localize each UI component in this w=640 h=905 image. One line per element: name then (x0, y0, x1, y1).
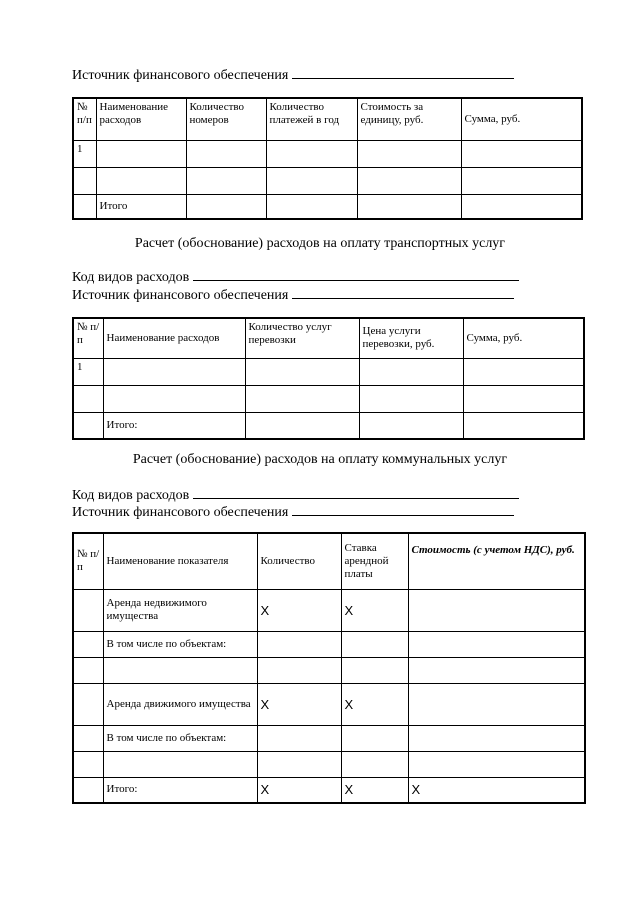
table-cell[interactable] (408, 657, 585, 683)
section3-code-line (72, 486, 519, 504)
section2-source-blank[interactable] (292, 286, 514, 299)
table-cell[interactable] (408, 725, 585, 751)
table-cell (73, 657, 103, 683)
table-cell: В том числе по объектам: (103, 631, 257, 657)
table-cell[interactable] (186, 194, 266, 219)
section1-header-row (73, 98, 582, 140)
table-cell[interactable] (463, 385, 584, 412)
section1-source-line (72, 66, 514, 84)
table-row (73, 751, 585, 777)
section3-header-cell: Количество (257, 533, 341, 589)
table-cell[interactable] (266, 140, 357, 167)
section2-code-label: Код видов расходов (72, 270, 190, 285)
table-cell[interactable] (408, 631, 585, 657)
table-cell[interactable] (186, 140, 266, 167)
table-cell[interactable] (266, 194, 357, 219)
table-row (73, 725, 585, 751)
table-cell (73, 725, 103, 751)
table-cell[interactable] (408, 589, 585, 631)
section3-code-label: Код видов расходов (72, 488, 190, 503)
total-label: Итого: (103, 412, 245, 439)
x-mark: X (341, 683, 408, 725)
table-row (73, 657, 585, 683)
table-cell[interactable] (357, 167, 461, 194)
table-cell[interactable] (463, 412, 584, 439)
table-row-total (73, 194, 582, 219)
section3-header-row (73, 533, 585, 589)
table-row (73, 140, 582, 167)
table-cell (73, 589, 103, 631)
table-row-total (73, 777, 585, 803)
table-cell[interactable] (461, 194, 582, 219)
table-cell: 1 (73, 358, 103, 385)
table-cell (73, 751, 103, 777)
table-row (73, 683, 585, 725)
section3-code-blank[interactable] (193, 486, 519, 499)
section1-header-cell: Количество платежей в год (266, 98, 357, 140)
table-row (73, 358, 584, 385)
table-cell (73, 385, 103, 412)
section3-source-label: Источник финансового обеспечения (72, 505, 289, 520)
table-cell[interactable] (103, 385, 245, 412)
table-row (73, 385, 584, 412)
section2-header-row (73, 318, 584, 358)
x-mark: X (341, 589, 408, 631)
section2-code-blank[interactable] (193, 268, 519, 281)
table-cell[interactable] (359, 385, 463, 412)
table-cell[interactable] (359, 358, 463, 385)
table-cell[interactable] (245, 412, 359, 439)
section2-source-label: Источник финансового обеспечения (72, 288, 289, 303)
table-cell: 1 (73, 140, 96, 167)
section3-source-line (72, 503, 514, 521)
table-cell[interactable] (257, 631, 341, 657)
table-row (73, 167, 582, 194)
table-cell[interactable] (245, 358, 359, 385)
section1-header-cell: Количество номеров (186, 98, 266, 140)
total-label: Итого (96, 194, 186, 219)
table-cell[interactable] (341, 657, 408, 683)
table-cell[interactable] (359, 412, 463, 439)
table-cell[interactable] (103, 657, 257, 683)
section3-header-cell: Ставка арендной платы (341, 533, 408, 589)
table-cell (73, 194, 96, 219)
table-cell[interactable] (463, 358, 584, 385)
table-cell (73, 167, 96, 194)
section3-title: Расчет (обоснование) расходов на оплату коммунальных услуг (132, 452, 508, 467)
x-mark: X (257, 777, 341, 803)
table-row-total (73, 412, 584, 439)
table-cell (73, 631, 103, 657)
section1-header-cell: Сумма, руб. (461, 98, 582, 140)
section2-header-cell: Количество услуг перевозки (245, 318, 359, 358)
table-cell[interactable] (341, 725, 408, 751)
section1-table (72, 97, 583, 220)
section2-header-cell: Наименование расходов (103, 318, 245, 358)
section2-code-line (72, 268, 519, 286)
total-label: Итого: (103, 777, 257, 803)
table-cell[interactable] (96, 167, 186, 194)
table-cell[interactable] (357, 194, 461, 219)
section1-header-cell: № п/п (73, 98, 96, 140)
section2-header-cell: Цена услуги перевозки, руб. (359, 318, 463, 358)
section3-header-cell: № п/п (73, 533, 103, 589)
table-cell[interactable] (257, 657, 341, 683)
table-cell: В том числе по объектам: (103, 725, 257, 751)
table-cell[interactable] (266, 167, 357, 194)
x-mark: X (341, 777, 408, 803)
table-cell[interactable] (341, 751, 408, 777)
table-cell (73, 412, 103, 439)
section3-source-blank[interactable] (292, 503, 514, 516)
section2-title: Расчет (обоснование) расходов на оплату транспортных услуг (134, 236, 506, 251)
table-cell[interactable] (461, 140, 582, 167)
table-cell[interactable] (103, 751, 257, 777)
section2-table (72, 317, 585, 440)
table-cell[interactable] (245, 385, 359, 412)
table-cell[interactable] (408, 751, 585, 777)
x-mark: X (257, 589, 341, 631)
table-cell (73, 683, 103, 725)
section1-source-label: Источник финансового обеспечения (72, 68, 289, 83)
section3-table (72, 532, 586, 804)
table-cell[interactable] (186, 167, 266, 194)
section2-header-cell: Сумма, руб. (463, 318, 584, 358)
table-cell: Аренда движимого имущества (103, 683, 257, 725)
table-row (73, 589, 585, 631)
table-cell[interactable] (257, 725, 341, 751)
table-cell: Аренда недвижимого имущества (103, 589, 257, 631)
table-cell[interactable] (408, 683, 585, 725)
table-cell[interactable] (103, 358, 245, 385)
table-cell[interactable] (461, 167, 582, 194)
table-cell[interactable] (357, 140, 461, 167)
table-cell[interactable] (341, 631, 408, 657)
section3-header-cell: Наименование показателя (103, 533, 257, 589)
table-cell (73, 777, 103, 803)
x-mark: X (408, 777, 585, 803)
section1-header-cell: Стоимость за единицу, руб. (357, 98, 461, 140)
section2-header-cell: № п/п (73, 318, 103, 358)
table-cell[interactable] (96, 140, 186, 167)
section3-header-cell: Стоимость (с учетом НДС), руб. (408, 533, 585, 589)
x-mark: X (257, 683, 341, 725)
section1-source-blank[interactable] (292, 66, 514, 79)
table-cell[interactable] (257, 751, 341, 777)
section2-source-line (72, 286, 514, 304)
table-row (73, 631, 585, 657)
section1-header-cell: Наименование расходов (96, 98, 186, 140)
